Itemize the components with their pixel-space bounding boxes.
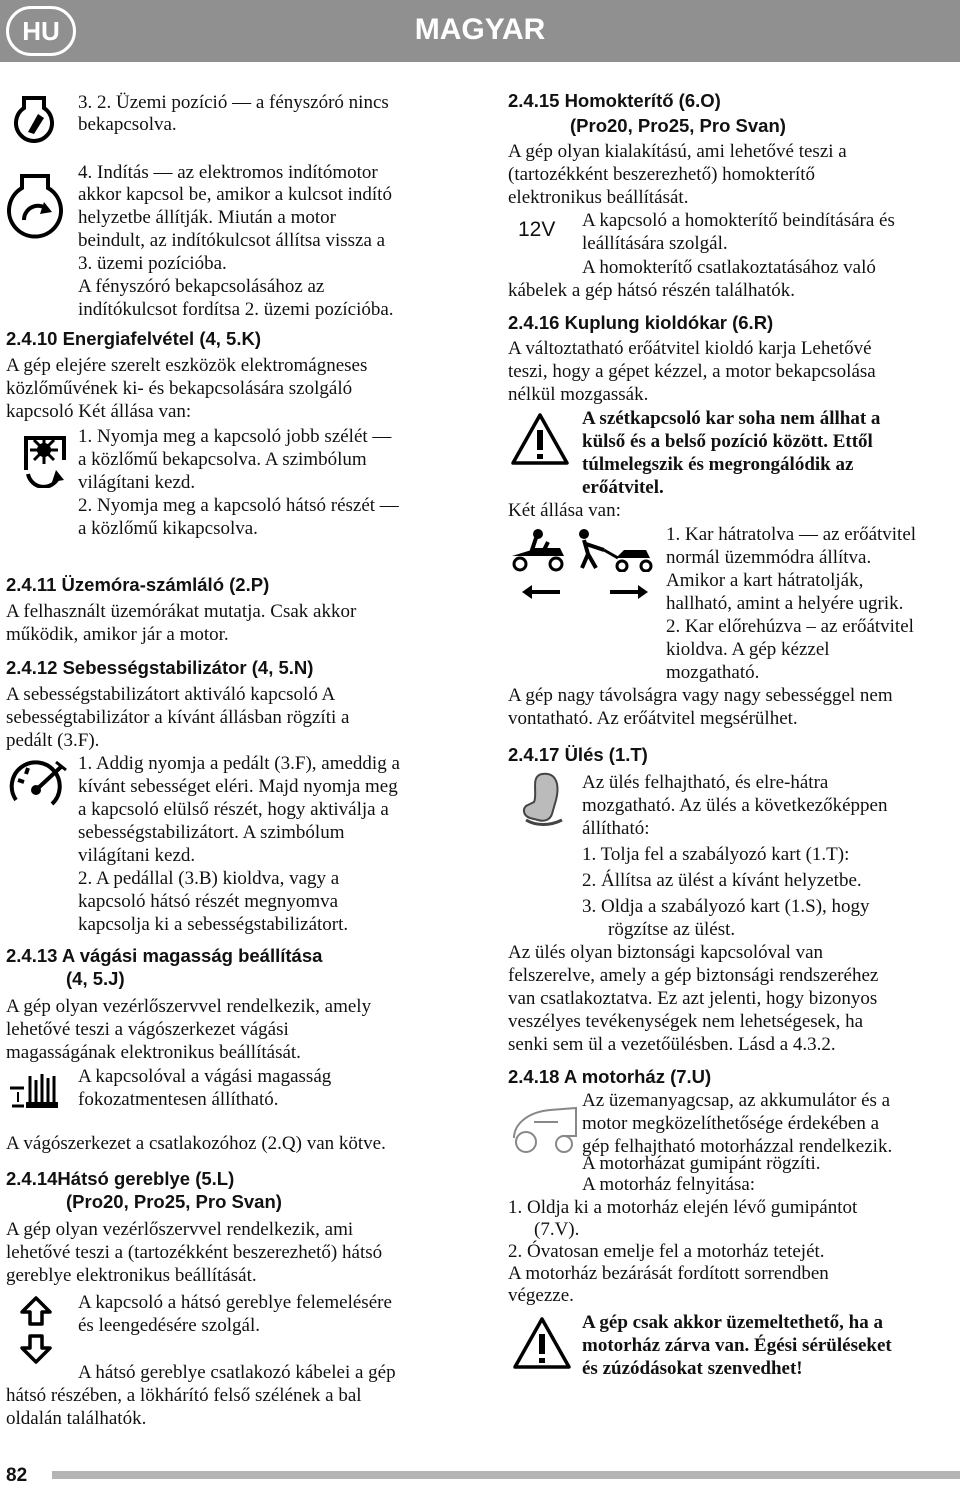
s16-intro-3: nélkül mozgassák.: [508, 384, 649, 405]
s12-item-1: 1. Addig nyomja a pedált (3.F), ameddig a: [78, 753, 400, 774]
s13-switch-2: fokozatmentesen állítható.: [78, 1089, 279, 1110]
s18-intro-1: Az üzemanyagcsap, az akkumulátor és a: [582, 1090, 891, 1111]
section-2-4-15-title-2: (Pro20, Pro25, Pro Svan): [570, 115, 786, 136]
warning-icon-2: [512, 1316, 572, 1370]
s15-intro-2: (tartozékként beszerezhető) homokterítő: [508, 164, 816, 185]
s18-intro-5: A motorház felnyitása:: [582, 1174, 756, 1195]
s18-intro-3: gép felhajtható motorházzal rendelkezik.: [582, 1136, 893, 1157]
s10-intro-3: kapcsoló Két állása van:: [6, 401, 192, 422]
s12-item-8: kapcsolja ki a sebességstabilizátort.: [78, 914, 349, 935]
cruise-control-icon: [6, 756, 70, 812]
s18-close-1: A motorház bezárását fordított sorrendben: [508, 1263, 829, 1284]
page-number: 82: [6, 1465, 28, 1486]
s16-item-3: Amikor a kart hátratolják,: [666, 570, 864, 591]
driving-mower-icon: [508, 526, 570, 572]
s16-positions: Két állása van:: [508, 500, 621, 521]
s17-safety-3: van csatlakoztatva. Ez azt jelenti, hogy bizonyos: [508, 988, 878, 1009]
pos3-line-1: 3. 2. Üzemi pozíció — a fényszóró nincs: [78, 92, 389, 113]
section-2-4-10-title: 2.4.10 Energiafelvétel (4, 5.K): [6, 328, 262, 349]
s15-switch-1: A kapcsoló a homokterítő beindítására és: [582, 210, 895, 231]
s11-text-1: A felhasznált üzemórákat mutatja. Csak akkor: [6, 601, 357, 622]
s14-switch-1: A kapcsoló a hátsó gereblye felemelésére: [78, 1292, 392, 1313]
s16-warning-4: erőátvitel.: [582, 477, 664, 498]
pos4-line-6: A fényszóró bekapcsolásához az: [78, 276, 325, 297]
s12-intro-2: sebességtabilizátor a kívánt állásban rögzíti a: [6, 707, 350, 728]
s17-safety-5: senki sem ül a vezetőülésben. Lásd a 4.3.2.: [508, 1034, 836, 1055]
voltage-label: 12V: [518, 218, 556, 241]
footer-bar: [52, 1471, 960, 1479]
s16-note-2: vontatható. Az erőátvitel megsérülhet.: [508, 708, 798, 729]
s12-item-5: világítani kezd.: [78, 845, 196, 866]
s18-step-2: 2. Óvatosan emelje fel a motorház tetejét.: [508, 1241, 825, 1262]
s14-switch-2: és leengedésére szolgál.: [78, 1315, 260, 1336]
s12-item-6: 2. A pedállal (3.B) kioldva, vagy a: [78, 868, 340, 889]
s15-intro-1: A gép olyan kialakítású, ami lehetővé teszi a: [508, 141, 847, 162]
pos4-line-5: 3. üzemi pozícióba.: [78, 253, 227, 274]
s16-item-4: hallható, amint a helyére ugrik.: [666, 593, 904, 614]
pos4-line-4: beindult, az indítókulcsot állítsa vissza a: [78, 230, 386, 251]
s16-note-1: A gép nagy távolságra vagy nagy sebességgel nem: [508, 685, 893, 706]
s13-intro-2: lehetővé teszi a vágószerkezet vágási: [6, 1019, 289, 1040]
s14-intro-1: A gép olyan vezérlőszervvel rendelkezik, ami: [6, 1219, 354, 1240]
arrow-up-icon: [20, 1296, 52, 1326]
language-badge: HU: [6, 6, 76, 56]
s12-item-7: kapcsoló hátsó részét megnyomva: [78, 891, 339, 912]
s10-item-4: 2. Nyomja meg a kapcsoló hátsó részét —: [78, 495, 399, 516]
s16-item-2: normál üzemmódra állítva.: [666, 547, 872, 568]
pto-engage-icon: [18, 430, 72, 488]
s12-item-3: a kapcsoló elülső részét, hogy aktiválja a: [78, 799, 389, 820]
s17-intro-1: Az ülés felhajtható, és elre-hátra: [582, 772, 829, 793]
cutting-height-icon: [6, 1068, 60, 1114]
pos4-line-2: akkor kapcsol be, amikor a kulcsot indító: [78, 184, 392, 205]
s18-close-2: végezze.: [508, 1285, 574, 1306]
s16-intro-1: A változtatható erőátvitel kioldó karja Lehetővé: [508, 338, 872, 359]
section-2-4-11-title: 2.4.11 Üzemóra-számláló (2.P): [6, 574, 270, 595]
section-2-4-14-title: 2.4.14Hátsó gereblye (5.L): [6, 1168, 235, 1189]
s15-intro-3: elektronikus beállítását.: [508, 187, 689, 208]
section-2-4-16-title: 2.4.16 Kuplung kioldókar (6.R): [508, 312, 774, 333]
s10-intro-2: közlőművének ki- és bekapcsolására szolgáló: [6, 378, 353, 399]
s14-cable-2: hátsó részében, a lökhárító felső szélének a bal: [6, 1385, 362, 1406]
section-2-4-13-title: 2.4.13 A vágási magasság beállítása: [6, 945, 323, 966]
s16-item-6: kioldva. A gép kézzel: [666, 639, 830, 660]
pos4-line-7: indítókulcsot fordítsa 2. üzemi pozícióba.: [78, 299, 394, 320]
s16-warning-2: külső és a belső pozíció között. Ettől: [582, 431, 873, 452]
warning-icon: [510, 412, 570, 466]
key-position-3-icon: [6, 92, 62, 152]
s15-switch-2: leállítására szolgál.: [582, 233, 728, 254]
key-start-icon: [4, 172, 68, 244]
s13-switch-1: A kapcsolóval a vágási magasság: [78, 1066, 332, 1087]
section-2-4-14-title-2: (Pro20, Pro25, Pro Svan): [66, 1191, 282, 1212]
language-title: MAGYAR: [414, 13, 546, 46]
s17-intro-3: állítható:: [582, 818, 650, 839]
s17-step-2: 2. Állítsa az ülést a kívánt helyzetbe.: [582, 870, 862, 891]
s16-item-5: 2. Kar előrehúzva – az erőátvitel: [666, 616, 914, 637]
pushing-mower-icon: [574, 526, 654, 572]
s14-cable-3: oldalán találhatók.: [6, 1408, 147, 1429]
s10-item-2: a közlőmű bekapcsolva. A szimbólum: [78, 449, 367, 470]
s18-warning-1: A gép csak akkor üzemeltethető, ha a: [582, 1312, 883, 1333]
s12-intro-1: A sebességstabilizátort aktiváló kapcsoló A: [6, 684, 336, 705]
section-2-4-12-title: 2.4.12 Sebességstabilizátor (4, 5.N): [6, 657, 314, 678]
s12-item-4: sebességstabilizátort. A szimbólum: [78, 822, 345, 843]
s10-intro-1: A gép elejére szerelt eszközök elektromágneses: [6, 355, 368, 376]
s18-warning-2: motorház zárva van. Égési sérüléseket: [582, 1335, 892, 1356]
s11-text-2: működik, amikor jár a motor.: [6, 624, 229, 645]
page-header: [0, 0, 960, 62]
s17-safety-1: Az ülés olyan biztonsági kapcsolóval van: [508, 942, 824, 963]
s17-intro-2: mozgatható. Az ülés a következőképpen: [582, 795, 888, 816]
arrow-down-icon: [20, 1334, 52, 1364]
s18-step-1b: (7.V).: [534, 1219, 580, 1240]
section-2-4-17-title: 2.4.17 Ülés (1.T): [508, 744, 648, 765]
arrow-left-icon: [520, 583, 562, 601]
s10-item-5: a közlőmű kikapcsolva.: [78, 518, 258, 539]
arrow-right-icon: [608, 583, 650, 601]
s14-cable-1: A hátsó gereblye csatlakozó kábelei a gép: [78, 1362, 396, 1383]
section-2-4-13-title-2: (4, 5.J): [66, 968, 125, 989]
engine-hood-icon: [508, 1098, 582, 1160]
seat-icon: [518, 770, 572, 834]
s18-warning-3: és zúzódásokat szenvedhet!: [582, 1358, 803, 1379]
s16-warning-1: A szétkapcsoló kar soha nem állhat a: [582, 408, 881, 429]
s16-intro-2: teszi, hogy a gépet kézzel, a motor bekapcsolása: [508, 361, 876, 382]
s17-step-3: 3. Oldja a szabályozó kart (1.S), hogy: [582, 896, 870, 917]
s17-step-3b: rögzítse az ülést.: [608, 919, 736, 940]
section-2-4-15-title: 2.4.15 Homokterítő (6.O): [508, 90, 721, 111]
s13-note: A vágószerkezet a csatlakozóhoz (2.Q) van kötve.: [6, 1133, 386, 1154]
s13-intro-3: magasságának elektronikus beállítását.: [6, 1042, 301, 1063]
s17-safety-4: veszélyes tevékenységek nem lehetségesek, ha: [508, 1011, 864, 1032]
s12-intro-3: pedált (3.F).: [6, 730, 100, 751]
s10-item-1: 1. Nyomja meg a kapcsoló jobb szélét —: [78, 426, 392, 447]
s18-intro-4: A motorházat gumipánt rögzíti.: [582, 1153, 821, 1174]
s17-step-1: 1. Tolja fel a szabályozó kart (1.T):: [582, 844, 850, 865]
s18-step-1: 1. Oldja ki a motorház elején lévő gumipántot: [508, 1197, 858, 1218]
s12-item-2: kívánt sebességet eléri. Majd nyomja meg: [78, 776, 398, 797]
s17-safety-2: felszerelve, amely a gép biztonsági rendszeréhez: [508, 965, 879, 986]
s14-intro-3: gereblye elektronikus beállítását.: [6, 1265, 257, 1286]
s10-item-3: világítani kezd.: [78, 472, 196, 493]
s18-intro-2: motor megközelíthetősége érdekében a: [582, 1113, 880, 1134]
s16-item-7: mozgatható.: [666, 662, 760, 683]
s15-cable: kábelek a gép hátsó részén találhatók.: [508, 280, 795, 301]
s13-intro-1: A gép olyan vezérlőszervvel rendelkezik, amely: [6, 996, 372, 1017]
section-2-4-18-title: 2.4.18 A motorház (7.U): [508, 1066, 712, 1087]
s15-switch-3: A homokterítő csatlakoztatásához való: [582, 257, 876, 278]
s16-item-1: 1. Kar hátratolva — az erőátvitel: [666, 524, 917, 545]
s16-warning-3: túlmelegszik és megrongálódik az: [582, 454, 854, 475]
s14-intro-2: lehetővé teszi a (tartozékként beszerezhető) hátsó: [6, 1242, 383, 1263]
pos4-line-3: helyzetbe állítják. Miután a motor: [78, 207, 337, 228]
pos3-line-2: bekapcsolva.: [78, 114, 177, 135]
pos4-line-1: 4. Indítás — az elektromos indítómotor: [78, 162, 378, 183]
